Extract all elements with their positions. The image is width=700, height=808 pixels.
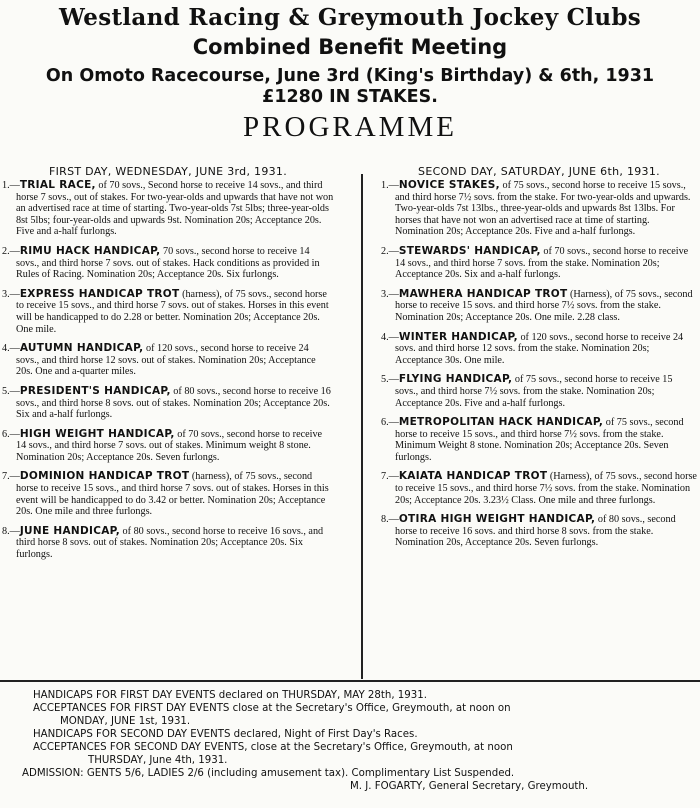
race-conditions: of 70 sovs., second horse to receive 14 sovs., and third horse 7 sovs. out of stakes. Minimum weight 8 stone. Nomination 20s; Acceptance 20s. Seven furlongs. <box>16 428 323 463</box>
race-entry <box>381 374 697 409</box>
race-number: 8.— <box>381 514 399 526</box>
race-name: JUNE HANDICAP, <box>19 524 120 537</box>
second-day-column <box>381 164 697 557</box>
race-number: 2.— <box>381 245 399 257</box>
race-entry <box>2 471 334 517</box>
race-name: METROPOLITAN HACK HANDICAP, <box>398 416 604 429</box>
race-number: 7.— <box>2 471 20 483</box>
race-conditions: (harness), of 75 sovs., second horse to receive 15 sovs., and third horse 7 sovs. out of stakes. Horses in this event will be handicapped to do 3.42 or better. Nomination 20s; Acceptance 20s. One mile and three furlongs. <box>16 471 329 518</box>
race-name: FLYING HANDICAP, <box>398 373 513 386</box>
notices <box>0 689 700 793</box>
race-entry <box>2 180 334 238</box>
notice-handicaps-first-day: HANDICAPS FOR FIRST DAY EVENTS declared on THURSDAY, MAY 28th, 1931. <box>33 690 427 701</box>
notice-handicaps-second-day: HANDICAPS FOR SECOND DAY EVENTS declared, Night of First Day's Races. <box>33 729 418 740</box>
notice-acceptances-first-day-date: MONDAY, JUNE 1st, 1931. <box>60 716 191 727</box>
race-entry <box>381 180 697 238</box>
race-conditions: of 75 sovs., second horse to receive 15 sovs., and third horse 7½ sovs. from the stake. Minimum Weight 8 stone. Nomination 20s; Acceptance 20s. Seven furlongs. <box>395 417 684 463</box>
race-name: PRESIDENT'S HANDICAP, <box>19 384 171 397</box>
race-entry <box>381 471 697 506</box>
section-divider <box>0 680 700 682</box>
race-entry <box>2 343 334 378</box>
race-number: 7.— <box>381 471 399 483</box>
programme-heading: PROGRAMME <box>243 111 457 143</box>
race-entry <box>381 332 697 367</box>
race-name: MAWHERA HANDICAP TROT <box>398 287 568 300</box>
race-conditions: of 75 sovs., second horse to receive 15 sovs., and third horse 7½ sovs. from the stake. For two-year-olds and upwards. Two-year-olds 7st 13lbs., three-year-olds and upwards 8st 13lbs. For horses that have not won an advertised race at time of starting. Nomination 20s; Acceptance 20s. Five and a-half furlongs. <box>395 180 691 238</box>
race-number: 3.— <box>381 288 399 300</box>
column-divider <box>361 174 363 679</box>
race-number: 5.— <box>381 374 399 386</box>
race-conditions: of 80 sovs., second horse to receive 16 sovs. and third horse 8 sovs. from the stake. Nomination 20s, Acceptance 20s. Seven furlongs. <box>395 514 676 549</box>
notice-signature: M. J. FOGARTY, General Secretary, Greymouth. <box>350 781 589 792</box>
venue-dates: On Omoto Racecourse, June 3rd (King's Birthday) & 6th, 1931 <box>45 66 655 86</box>
race-conditions: 70 sovs., second horse to receive 14 sovs., and third horse 7 sovs. out of stakes. Hack conditions as provided in Rules of Racing. Nomination 20s; Acceptance 20s. Six furlongs. <box>16 245 320 281</box>
race-conditions: of 80 sovs., second horse to receive 16 sovs., and third horse 8 sovs. out of stakes. Nomination 20s; Acceptance 20s. Six furlongs. <box>16 525 324 561</box>
race-number: 2.— <box>2 245 20 257</box>
race-conditions: of 70 sovs., second horse to receive 14 sovs., and third horse 7 sovs. from the stake. Nomination 20s; Acceptance 20s. Six and a-half furlongs. <box>395 245 689 281</box>
race-entry <box>381 246 697 281</box>
first-day-races <box>2 180 334 561</box>
race-conditions: of 120 sovs., second horse to receive 24 sovs., and third horse 12 sovs. out of stakes. Nomination 20s; Acceptance 20s. One and a-quarter miles. <box>16 343 316 378</box>
race-conditions: of 70 sovs., Second horse to receive 14 sovs., and third horse 7 sovs., out of stakes. For two-year-olds and upwards that have not won an advertised race at time of starting. Two-year-olds 7st 5lbs; three-year-olds 8st 5lbs; four-year-olds and upwards 9st. Nomination 20s; Acceptance 20s. Five and a-half furlongs. <box>16 180 334 238</box>
race-entry <box>2 429 334 464</box>
race-number: 4.— <box>381 331 399 343</box>
race-number: 3.— <box>2 288 20 300</box>
notice-acceptances-second-day: ACCEPTANCES FOR SECOND DAY EVENTS, close at the Secretary's Office, Greymouth, at noon <box>33 742 513 753</box>
race-entry <box>381 514 697 549</box>
clubs-title: Westland Racing & Greymouth Jockey Clubs <box>59 4 641 31</box>
race-number: 5.— <box>2 385 20 397</box>
race-conditions: of 80 sovs., second horse to receive 16 sovs., and third horse 8 sovs. out of stakes. Nomination 20s; Acceptance 20s. Six and a-half furlongs. <box>16 385 331 421</box>
race-entry <box>381 417 697 463</box>
race-name: KAIATA HANDICAP TROT <box>398 470 548 483</box>
race-entry <box>2 289 334 335</box>
notice-acceptances-second-day-date: THURSDAY, June 4th, 1931. <box>88 755 228 766</box>
race-number: 8.— <box>2 525 20 537</box>
race-number: 1.— <box>2 180 20 191</box>
race-name: HIGH WEIGHT HANDICAP, <box>19 427 175 440</box>
race-conditions: (Harness), of 75 sovs., second horse to receive 15 sovs. and third horse 7½ sovs. from the stake. Nomination 20s; Acceptance 20s. One mile. 2.28 class. <box>395 288 693 323</box>
second-day-races <box>381 180 697 549</box>
first-day-column <box>2 164 334 569</box>
race-name: WINTER HANDICAP, <box>398 330 518 343</box>
race-entry <box>2 386 334 421</box>
race-name: RIMU HACK HANDICAP, <box>19 244 161 257</box>
race-name: EXPRESS HANDICAP TROT <box>19 287 180 300</box>
race-entry <box>2 246 334 281</box>
race-name: OTIRA HIGH WEIGHT HANDICAP, <box>398 513 596 526</box>
notice-admission: ADMISSION: GENTS 5/6, LADIES 2/6 (including amusement tax). Complimentary List Suspended. <box>22 768 515 779</box>
first-day-heading: FIRST DAY, WEDNESDAY, JUNE 3rd, 1931. <box>48 165 288 178</box>
programme-columns <box>0 164 700 674</box>
race-conditions: (harness), of 75 sovs., second horse to receive 15 sovs., and third horse 7 sovs. out of stakes. Horses in this event will be handicapped to do 2.28 or better. Nomination 20s; Acceptance 20s. One mile. <box>16 288 329 335</box>
race-name: NOVICE STAKES, <box>398 179 500 191</box>
race-number: 1.— <box>381 180 399 191</box>
race-conditions: of 120 sovs., second horse to receive 24 sovs. and third horse 12 sovs. from the stake. Nomination 20s; Acceptance 30s. One mile. <box>395 331 684 366</box>
race-name: TRIAL RACE, <box>19 179 96 191</box>
race-number: 6.— <box>2 428 20 440</box>
stakes-total: £1280 IN STAKES. <box>262 87 438 107</box>
second-day-heading: SECOND DAY, SATURDAY, JUNE 6th, 1931. <box>418 165 660 178</box>
meeting-subtitle: Combined Benefit Meeting <box>192 35 508 59</box>
header <box>0 4 700 143</box>
race-name: AUTUMN HANDICAP, <box>19 342 144 355</box>
race-entry <box>2 526 334 561</box>
notice-acceptances-first-day: ACCEPTANCES FOR FIRST DAY EVENTS close at the Secretary's Office, Greymouth, at noon on <box>33 703 511 714</box>
race-conditions: (Harness), of 75 sovs., second horse to receive 15 sovs., and third horse 7½ sovs. from the stake. Nomination 20s; Acceptance 20s. 3.23½ Class. One mile and three furlongs. <box>395 471 697 506</box>
race-name: STEWARDS' HANDICAP, <box>398 244 541 257</box>
race-name: DOMINION HANDICAP TROT <box>19 470 190 483</box>
race-number: 6.— <box>381 417 399 429</box>
race-conditions: of 75 sovs., second horse to receive 15 sovs., and third horse 7½ sovs. from the stake. Nomination 20s; Acceptance 20s. Five and a-half furlongs. <box>395 374 673 409</box>
race-entry <box>381 289 697 324</box>
race-number: 4.— <box>2 343 20 355</box>
